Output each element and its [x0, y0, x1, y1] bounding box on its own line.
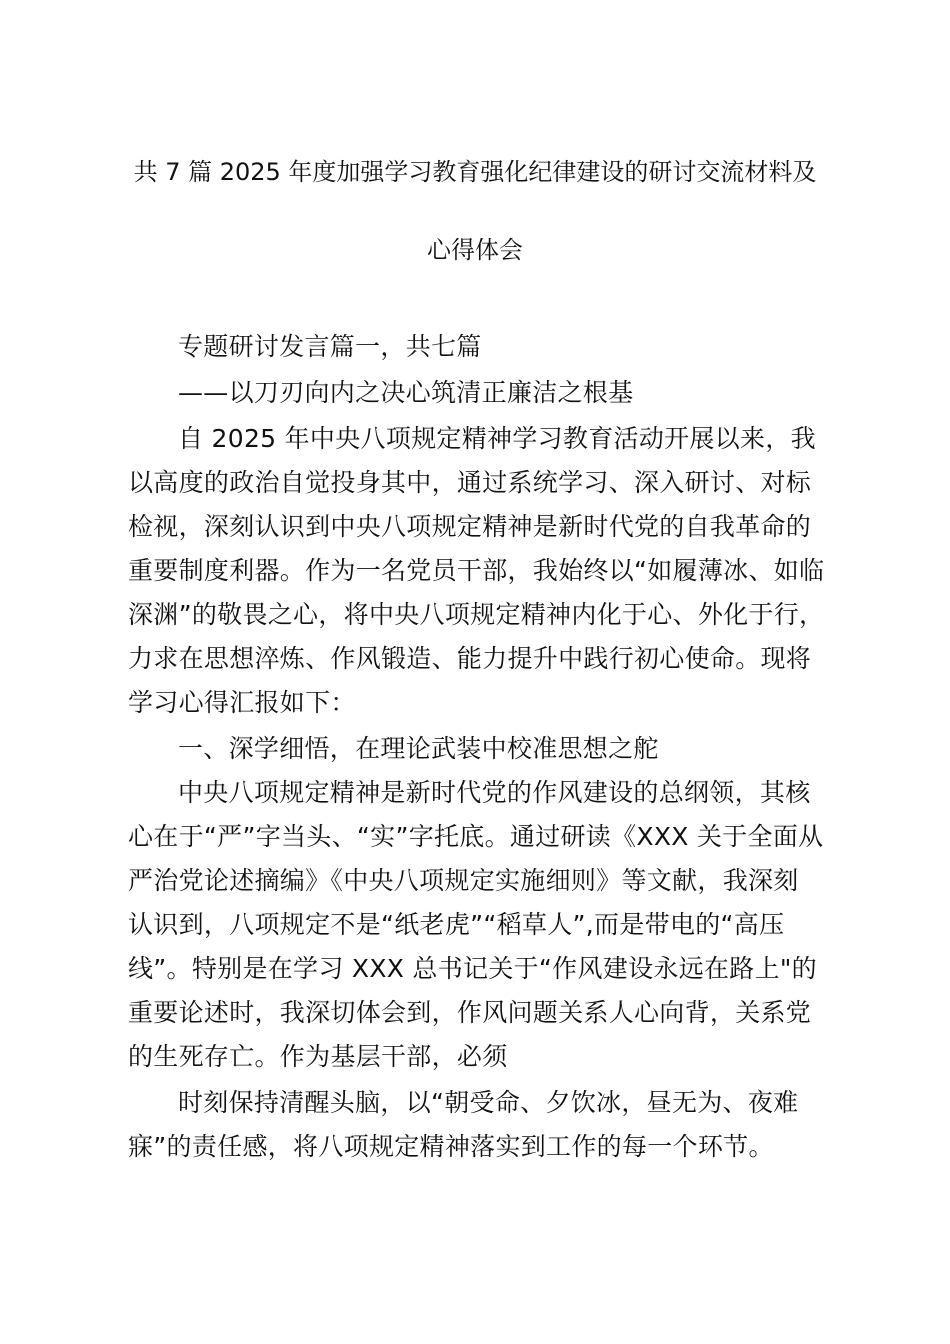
paragraph-line: 线”。特别是在学习 XXX 总书记关于“作风建设永远在路上"的 [128, 954, 817, 983]
paragraph-line: 心在于“严”字当头、“实”字托底。通过研读《XXX 关于全面从 [128, 822, 824, 851]
document-title-line-2: 心得体会 [427, 236, 523, 264]
section-heading: 专题研讨发言篇一，共七篇 [178, 332, 482, 361]
paragraph-line: 严治党论述摘编》《中央八项规定实施细则》等文献，我深刻 [128, 866, 799, 895]
paragraph-line: 寐”的责任感，将八项规定精神落实到工作的每一个环节。 [128, 1132, 774, 1161]
paragraph-line: 检视，深刻认识到中央八项规定精神是新时代党的自我革命的 [128, 512, 812, 541]
paragraph-line: 自 2025 年中央八项规定精神学习教育活动开展以来，我 [178, 424, 816, 453]
paragraph-line: 认识到，八项规定不是“纸老虎”“稻草人”,而是带电的“高压 [128, 910, 785, 939]
subsection-heading: 一、深学细悟，在理论武装中校准思想之舵 [178, 734, 659, 763]
paragraph-line: 深渊”的敬畏之心，将中央八项规定精神内化于心、外化于行， [128, 600, 825, 629]
paragraph-line: 重要制度利器。作为一名党员干部，我始终以“如履薄冰、如临 [128, 556, 825, 585]
paragraph-line: 中央八项规定精神是新时代党的作风建设的总纲领，其核 [178, 778, 811, 807]
section-subtitle: ——以刀刃向内之决心筑清正廉洁之根基 [178, 378, 634, 407]
paragraph-line: 时刻保持清醒头脑，以“朝受命、夕饮冰，昼无为、夜难 [178, 1088, 799, 1117]
paragraph-line: 力求在思想淬炼、作风锻造、能力提升中践行初心使命。现将 [128, 644, 812, 673]
paragraph-line: 学习心得汇报如下： [128, 688, 356, 717]
document-title-line-1: 共 7 篇 2025 年度加强学习教育强化纪律建设的研讨交流材料及 [133, 158, 817, 186]
paragraph-line: 以高度的政治自觉投身其中，通过系统学习、深入研讨、对标 [128, 468, 812, 497]
paragraph-line: 重要论述时，我深切体会到，作风问题关系人心向背，关系党 [128, 998, 812, 1027]
paragraph-line: 的生死存亡。作为基层干部，必须 [128, 1042, 508, 1071]
